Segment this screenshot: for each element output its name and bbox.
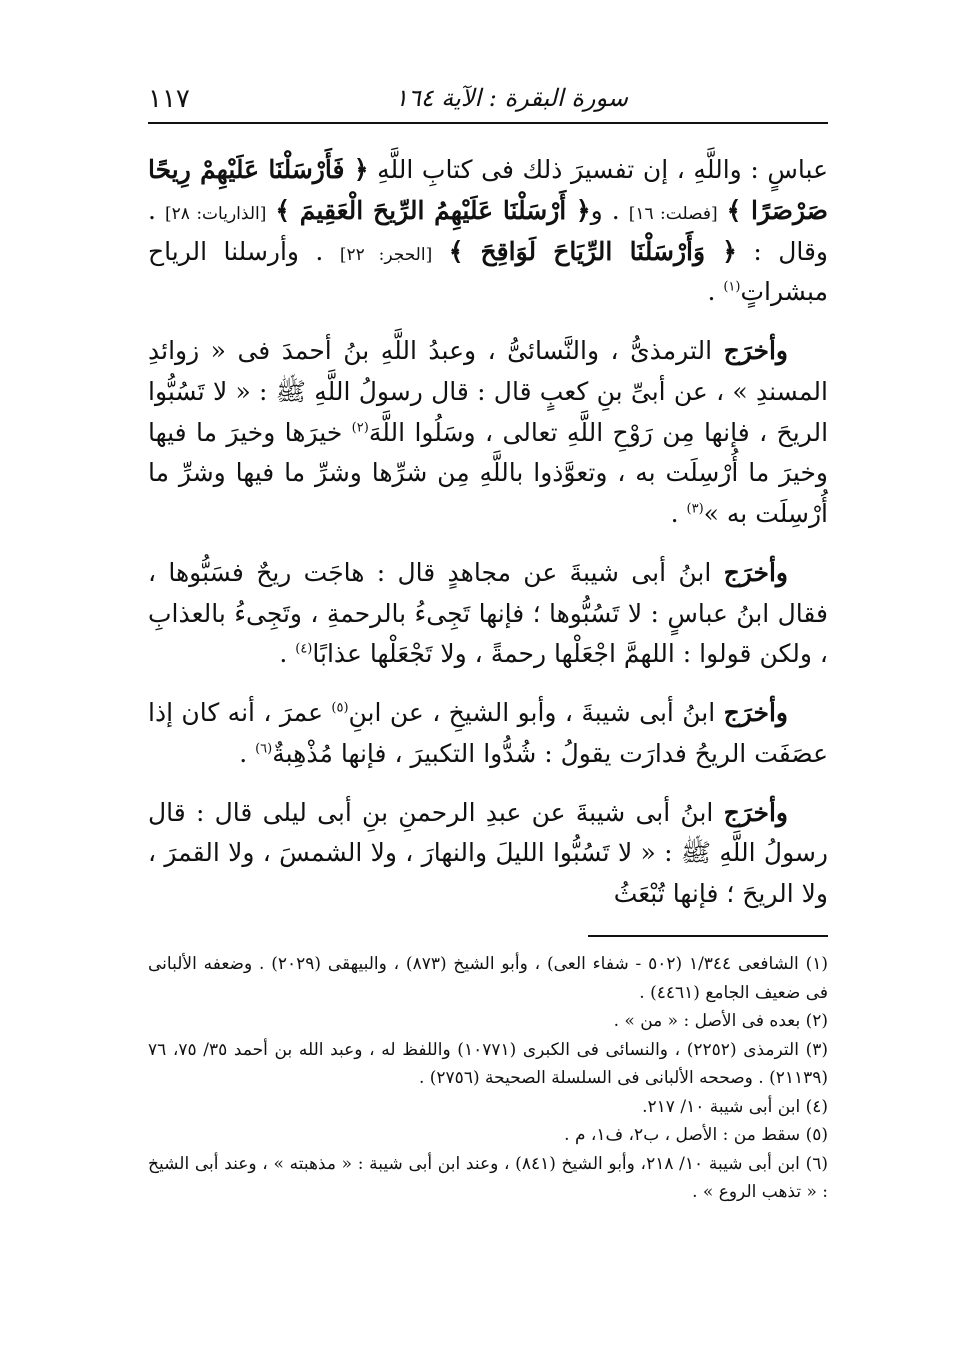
footnote-5: (٥) سقط من : الأصل ، ب٢، ف١، م . — [564, 1125, 828, 1146]
text-segment: ابنُ أبى شيبةَ عن عبدِ الرحمنِ بنِ أبى ليلى قال : قال رسولُ اللَّهِ ﷺ : « لا تَسُبُّوا الليلَ والنهارَ ، ولا الشمسَ ، ولا القمرَ ، ولا الريحَ ؛ فإنها تُبْعَثُ — [148, 797, 828, 908]
footnote-marker: (٢) — [351, 420, 369, 436]
text-segment: . — [707, 277, 724, 307]
text-segment: . — [279, 639, 296, 669]
text-segment: . و — [590, 195, 629, 225]
paragraph-lead: وأخرَج — [723, 557, 788, 587]
running-title: سورة البقرة : الآية ١٦٤ — [394, 84, 628, 112]
footnote-divider — [588, 935, 828, 937]
footnote-3: (٣) الترمذى (٢٢٥٢) ، والنسائى فى الكبرى (١٠٧٧١) واللفظ له ، وعبد الله بن أحمد ٣٥/ ٧٥، ٧٦ (٢١١٣٩) . وصححه الألبانى فى السلسلة الصحيحة (٢٧٥٦) . — [148, 1039, 828, 1089]
text-segment: ابنُ أبى شيبةَ عن مجاهدٍ قال : هاجَت ريحٌ فسَبُّوها ، فقال ابنُ عباسٍ : لا تَسُبُّوها ؛ فإنها تَجِىءُ بالرحمةِ ، وتَجِىءُ بالعذابِ ، ولكن قولوا : اللهمَّ اجْعَلْها رحمةً ، ولا تَجْعَلْها عذابًا — [148, 557, 828, 669]
paragraph-3 — [148, 553, 828, 675]
text-segment: عمرَ ، أنه كان إذا عصَفَت الريحُ فدارَت يقولُ : شُدُّوا التكبيرَ ، فإنها مُذْهِبةٌ — [148, 698, 828, 768]
paragraph-lead: وأخرَج — [723, 698, 788, 727]
footnote-6: (٦) ابن أبى شيبة ١٠/ ٢١٨، وأبو الشيخ (٨٤١) ، وعند ابن أبى شيبة : « مذهبته » ، وعند أبى الشيخ : « تذهب الروع » . — [148, 1153, 829, 1203]
footnote-marker: (٤) — [295, 641, 313, 657]
text-segment: . — [670, 499, 687, 528]
footnote-marker: (٣) — [686, 501, 704, 517]
verse-reference: [الذاريات: ٢٨] — [164, 203, 267, 224]
text-segment: . وأرسلنا الرياح مبشراتٍ — [148, 236, 828, 307]
quran-verse: ﴿ أَرْسَلْنَا عَلَيْهِمُ الرِّيحَ الْعَقِيمَ ﴾ — [275, 195, 591, 225]
text-segment: خيرَها وخيرَ ما فيها وخيرَ ما أُرْسِلَت به ، وتعوَّذوا باللَّهِ مِن شرِّها وشرِّ ما فيها وشرِّ ما أُرْسِلَت به » — [148, 417, 828, 528]
verse-reference: [الحجر: ٢٢] — [339, 244, 433, 265]
page-number: ١١٧ — [148, 84, 190, 114]
footnote-4: (٤) ابن أبى شيبة ١٠/ ٢١٧. — [642, 1096, 828, 1117]
paragraph-lead: وأخرَج — [723, 336, 788, 365]
text-segment: عباسٍ : واللَّهِ ، إن تفسيرَ ذلك فى كتابِ اللَّهِ — [368, 155, 828, 184]
footnotes — [148, 950, 828, 1207]
text-segment: الترمذىُّ ، والنَّسائىُّ ، وعبدُ اللَّهِ بنُ أحمدَ فى « زوائدِ المسندِ » ، عن أبىِّ بنِ كعبٍ قال : قال رسولُ اللَّهِ ﷺ : « لا تَسُبُّوا الريحَ ، فإنها مِن رَوْحِ اللَّهِ تعالى ، وسَلُوا اللَّهَ — [148, 336, 829, 447]
paragraph-1 — [148, 150, 828, 313]
footnote-marker: (٦) — [255, 741, 273, 757]
quran-verse: ﴿ وَأَرْسَلْنَا الرِّيَاحَ لَوَاقِحَ ﴾ — [448, 236, 737, 266]
page-header — [148, 78, 828, 124]
footnote-marker: (١) — [723, 279, 741, 295]
main-text — [148, 150, 828, 933]
verse-reference: [فصلت: ١٦] — [628, 203, 718, 224]
paragraph-lead: وأخرَج — [723, 797, 788, 827]
paragraph-4 — [148, 693, 828, 775]
footnote-1: (١) الشافعى ١/٣٤٤ (٥٠٢ - شفاء العى) ، وأبو الشيخ (٨٧٣) ، والبيهقى (٢٠٢٩) . وضعفه الألبانى فى ضعيف الجامع (٤٤٦١) . — [148, 954, 828, 1003]
quran-verse: ﴿ فَأَرْسَلْنَا عَلَيْهِمْ رِيحًا صَرْصَرًا ﴾ — [148, 155, 829, 225]
paragraph-5 — [148, 793, 828, 915]
footnote-marker: (٥) — [331, 700, 349, 716]
text-segment: . وقال : — [148, 195, 829, 266]
text-segment: ابنُ أبى شيبةَ ، وأبو الشيخِ ، عن ابنِ — [348, 698, 724, 727]
text-segment: . — [239, 738, 256, 768]
paragraph-2 — [148, 331, 828, 535]
footnote-2: (٢) بعده فى الأصل : « من » . — [613, 1011, 828, 1032]
